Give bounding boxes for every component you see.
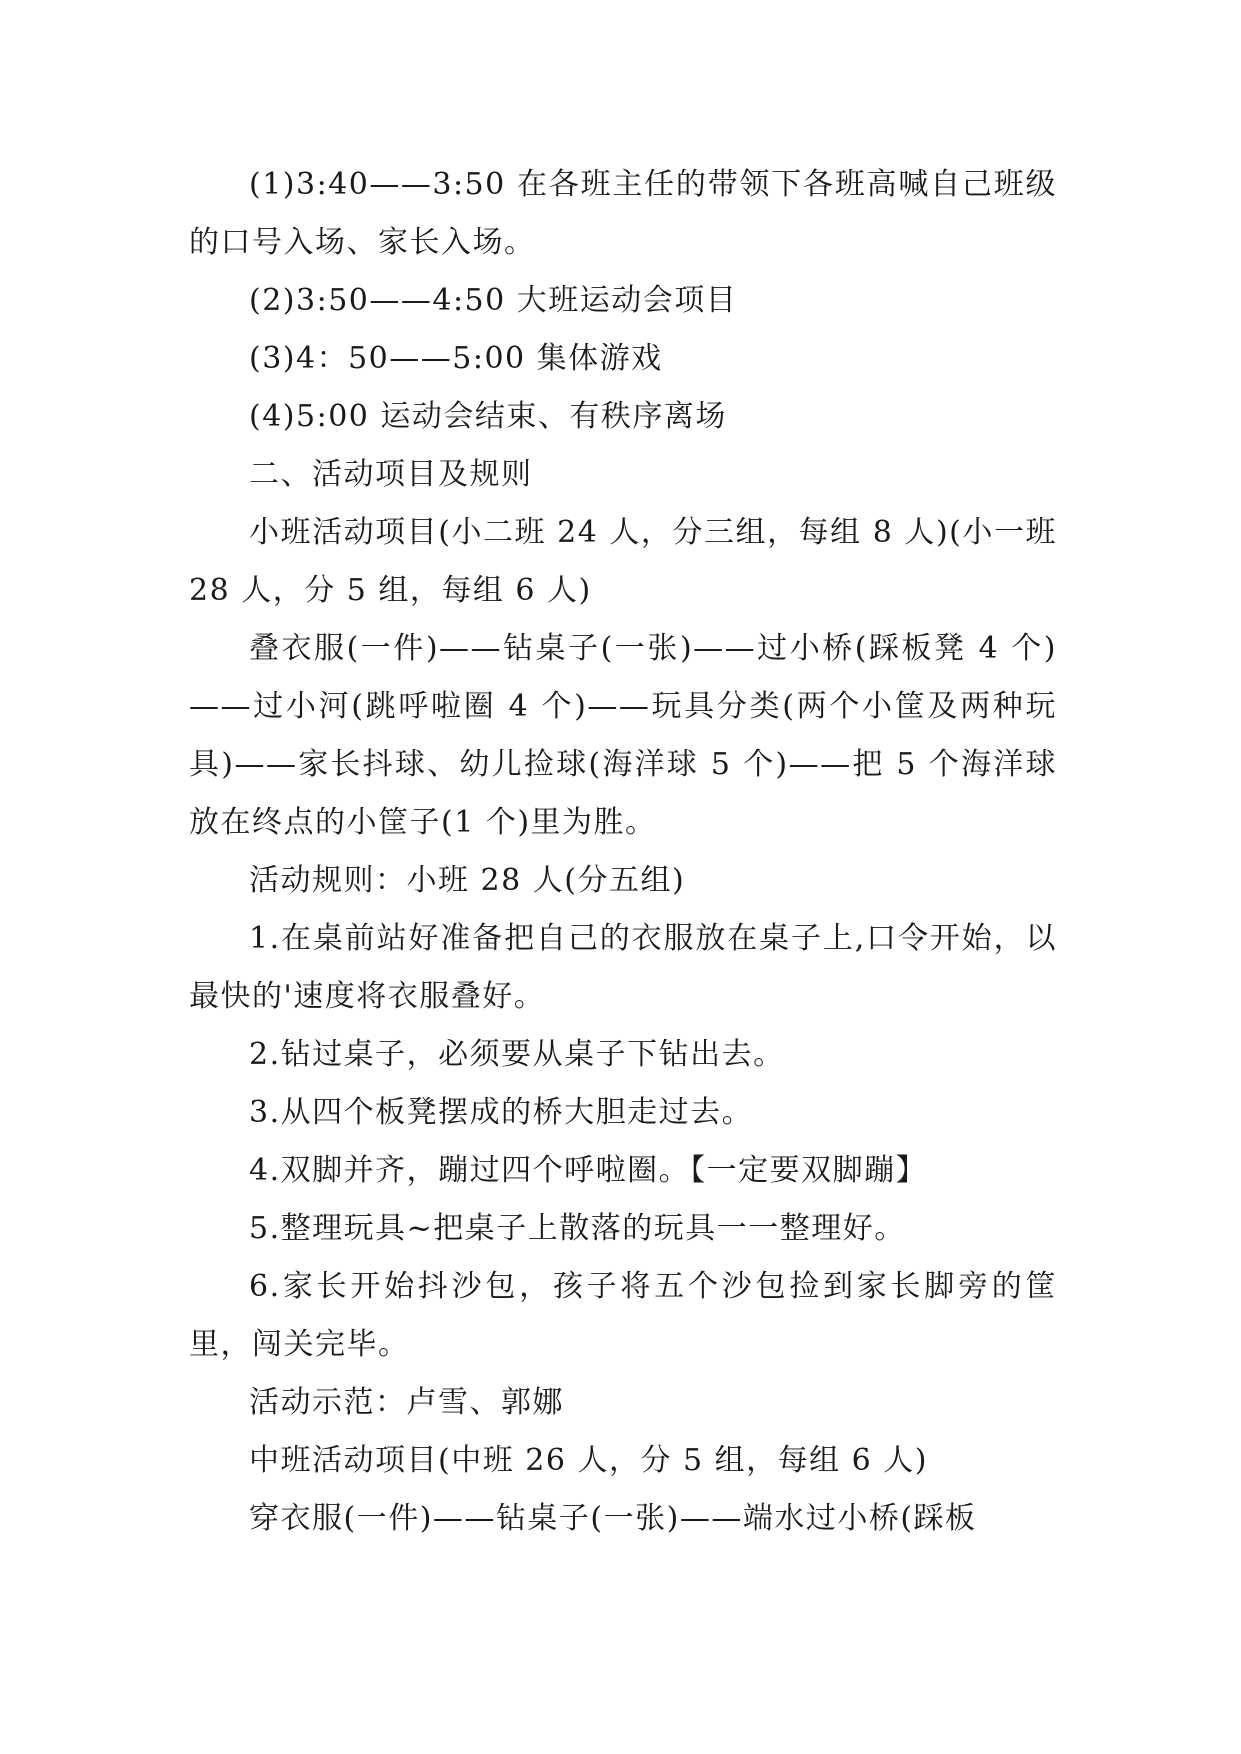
schedule-item-4: (4)5:00 运动会结束、有秩序离场 [249,399,727,434]
rule-5: 5.整理玩具~把桌子上散落的玩具一一整理好。 [249,1211,906,1246]
schedule-item-3: (3)4：50——5:00 集体游戏 [249,341,663,376]
rule-3: 3.从四个板凳摆成的桥大胆走过去。 [249,1095,754,1130]
small-class-sequence: 叠衣服(一件)——钻桌子(一张)——过小桥(踩板凳 4 个)——过小河(跳呼啦圈 4 个)——玩具分类(两个小筐及两种玩具)——家长抖球、幼儿捡球(海洋球 5 个)——把 5 个海洋球放在终点的小筐子(1 个)里为胜。 [189,631,1057,840]
middle-class-projects: 中班活动项目(中班 26 人，分 5 组，每组 6 人) [249,1443,928,1478]
rule-2: 2.钻过桌子，必须要从桌子下钻出去。 [249,1037,785,1072]
schedule-item-1: (1)3:40——3:50 在各班主任的带领下各班高喊自己班级的口号入场、家长入场。 [189,167,1057,260]
small-class-projects: 小班活动项目(小二班 24 人，分三组，每组 8 人)(小一班 28 人，分 5 组，每组 6 人) [189,515,1057,608]
rule-4: 4.双脚并齐，蹦过四个呼啦圈。【一定要双脚蹦】 [249,1153,928,1188]
activity-rules-heading: 活动规则：小班 28 人(分五组) [249,863,686,898]
activity-demo: 活动示范：卢雪、郭娜 [249,1385,564,1420]
middle-class-sequence: 穿衣服(一件)——钻桌子(一张)——端水过小桥(踩板 [249,1501,977,1536]
section-heading: 二、活动项目及规则 [249,457,533,492]
rule-1: 1.在桌前站好准备把自己的衣服放在桌子上,口令开始，以最快的'速度将衣服叠好。 [189,921,1057,1014]
rule-6: 6.家长开始抖沙包，孩子将五个沙包捡到家长脚旁的筐里，闯关完毕。 [189,1269,1057,1362]
document-body [189,156,1057,1548]
schedule-item-2: (2)3:50——4:50 大班运动会项目 [249,283,738,318]
